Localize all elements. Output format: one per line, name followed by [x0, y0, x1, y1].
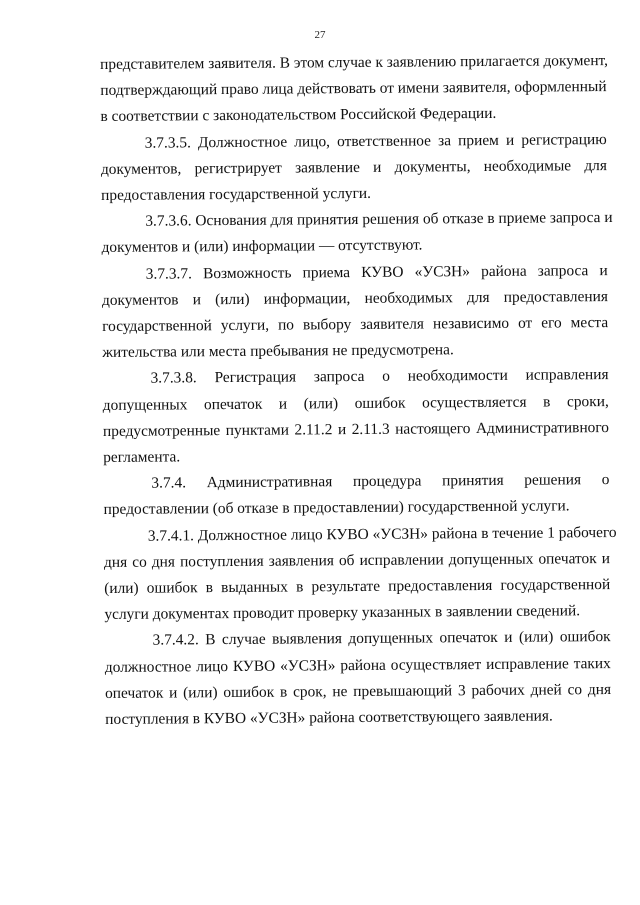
text-line: опечаток и (или) ошибок в срок, не превышающий 3 рабочих дней со дня: [104, 680, 612, 702]
text-line: 3.7.4. Административная процедура принятия решения о: [151, 471, 610, 492]
text-line: 3.7.3.8. Регистрация запроса о необходимости исправления: [150, 366, 609, 388]
text-line: (или) ошибок в выданных в результате предоставления государственной: [104, 576, 611, 598]
text-line: регламента.: [103, 448, 181, 467]
text-line: жительства или места пребывания не предусмотрена.: [102, 341, 454, 362]
text-line: 3.7.3.6. Основания для принятия решения об отказе в приеме запроса и: [145, 209, 613, 230]
document-body: [100, 48, 617, 733]
text-line: документов и (или) информации — отсутствуют.: [101, 236, 423, 257]
text-line: дня со дня поступления заявления об исправлении допущенных опечаток и: [103, 549, 611, 571]
text-line: предоставления государственной услуги.: [101, 184, 372, 205]
text-line: 3.7.4.1. Должностное лицо КУВО «УСЗН» района в течение 1 рабочего: [147, 523, 617, 545]
text-line: предоставлении (об отказе в предоставлении) государственной услуги.: [103, 497, 570, 519]
paragraph-3-7-3-7: [102, 258, 609, 367]
text-line: государственной услуги, по выбору заявителя независимо от его места: [102, 314, 609, 336]
text-line: допущенных опечаток и (или) ошибок осуществляется в сроки,: [102, 392, 609, 414]
text-line: представителем заявителя. В этом случае к заявлению прилагается документ,: [100, 52, 609, 73]
text-line: документов и (или) информации, необходимых для предоставления: [101, 287, 609, 309]
paragraph-3-7-3-5: [101, 127, 608, 210]
text-line: в соответствии с законодательством Российской Федерации.: [100, 105, 497, 126]
text-line: предусмотренные пунктами 2.11.2 и 2.11.3 настоящего Административного: [102, 418, 610, 440]
text-line: поступления в КУВО «УСЗН» района соответствующего заявления.: [105, 707, 553, 729]
paragraph-3-7-3-6: [101, 205, 613, 261]
paragraph-continuation: [100, 48, 607, 131]
paragraph-3-7-4-2: [105, 624, 612, 733]
paragraph-3-7-4-1: [103, 520, 617, 629]
text-line: услуги документах проводит проверку указанных в заявлении сведений.: [104, 602, 581, 624]
text-line: должностное лицо КУВО «УСЗН» района осуществляет исправление таких: [104, 654, 611, 676]
paragraph-3-7-4: [103, 467, 609, 523]
text-line: документов, регистрирует заявление и документы, необходимые для: [100, 156, 607, 178]
paragraph-3-7-3-8: [102, 362, 609, 471]
text-line: подтверждающий право лица действовать от имени заявителя, оформленный: [100, 78, 607, 100]
text-line: 3.7.4.2. В случае выявления допущенных опечаток и (или) ошибок: [152, 628, 611, 650]
page-number: 27: [314, 29, 326, 41]
text-line: 3.7.3.7. Возможность приема КУВО «УСЗН» района запроса и: [145, 261, 608, 283]
text-line: 3.7.3.5. Должностное лицо, ответственное за прием и регистрацию: [144, 130, 607, 152]
